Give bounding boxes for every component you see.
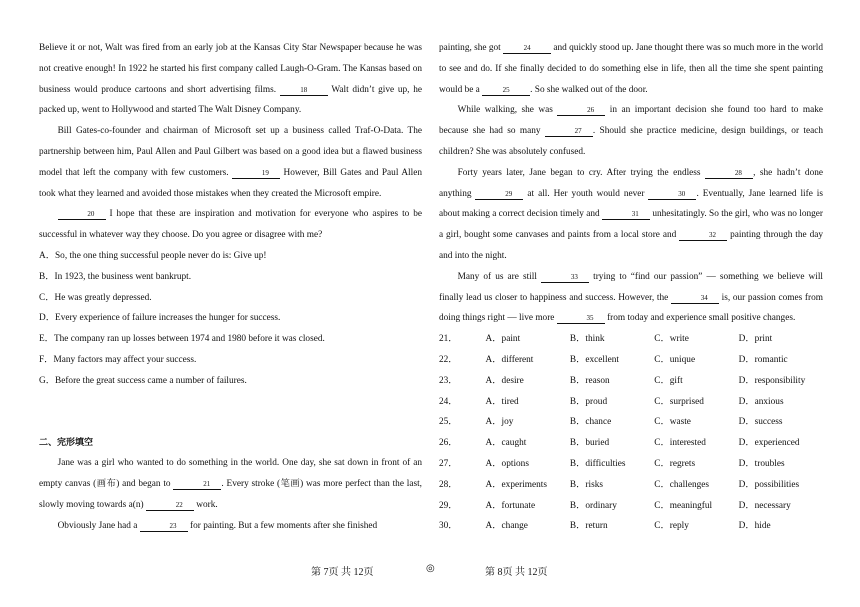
option-a: A．So, the one thing successful people never do is: Give up! (39, 250, 267, 261)
choice-b: B．excellent (569, 354, 619, 365)
blank-27: 27 (545, 127, 593, 137)
cloze-paragraph-6: Many of us are still 33 trying to “find our passion” — something we believe will finally lead us closer to happiness and success. However, the 34 is, our passion comes from doing things right — live more 35 from today and experience small positive changes. (439, 271, 824, 324)
choice-d: D．hide (738, 521, 771, 532)
choice-c: C．write (654, 334, 689, 345)
question-number: 26． (439, 438, 458, 449)
blank-20: 20 (58, 210, 106, 220)
option-b: B．In 1923, the business went bankrupt. (39, 271, 192, 282)
choice-c: C．interested (654, 438, 706, 449)
blank-33: 33 (541, 273, 589, 283)
question-number: 24． (439, 396, 458, 407)
section-spacer (39, 392, 422, 433)
blank-32: 32 (679, 231, 727, 241)
question-number: 28． (439, 479, 458, 490)
blank-31: 31 (602, 210, 650, 220)
blank-34: 34 (671, 294, 719, 304)
question-row (439, 454, 823, 475)
option-e: E．The company ran up losses between 1974 and 1980 before it was closed. (39, 334, 325, 345)
question-options-table (439, 329, 823, 537)
choice-c: C．regrets (654, 458, 696, 469)
question-number: 23． (439, 375, 458, 386)
left-column (39, 38, 422, 537)
choice-d: D．anxious (738, 396, 784, 407)
choice-d: D．print (738, 334, 773, 345)
choice-a: A．options (485, 458, 529, 469)
cloze-paragraph-3: painting, she got 24 and quickly stood up. Jane thought there was so much more in the world to see and do. If she finally decided to do something else in life, then all the time she spent painting would be a 25 . So she walked out of the door. (439, 43, 823, 95)
cloze-paragraph-5: Forty years later, Jane began to cry. After trying the endless 28 , she hadn’t done anything 29 at all. Her youth would never 30 . Eventually, Jane learned life is about making a correct decision timely and 31 unhesitatingly. So the girl, who was no longer a girl, bought some canvases and paints from a local store and 32 painting through the day and into the night. (439, 167, 824, 261)
choice-a: A．tired (485, 396, 519, 407)
question-row (439, 475, 823, 496)
choice-b: B．reason (569, 375, 610, 386)
passage-paragraph-walt: Believe it or not, Walt was fired from an early job at the Kansas City Star Newspaper because he was not creative enough! In 1922 he started his first company called Laugh-O-Gram. The Kansas based on business would produce cartoons and short advertising films. 18 Walt didn’t give up, he packed up, went to Hollywood and started The Walt Disney Company. (39, 43, 422, 116)
blank-29: 29 (475, 190, 523, 200)
blank-23: 23 (140, 522, 188, 532)
blank-19: 19 (232, 169, 280, 179)
choice-b: B．return (569, 521, 608, 532)
blank-30: 30 (648, 190, 696, 200)
choice-d: D．troubles (738, 458, 785, 469)
choice-d: D．romantic (738, 354, 788, 365)
choice-a: A．caught (485, 438, 527, 449)
passage-paragraph-conclusion: 20 I hope that these are inspiration and motivation for everyone who aspires to be successful in whatever way they choose. Do you agree or disagree with me? (39, 209, 422, 241)
cloze-paragraph-1: Jane was a girl who wanted to do something in the world. One day, she sat down in front of an empty canvas (画布) and began to 21 . Every stroke (笔画) was more perfect than the last, slowly moving towards a(n) 22 work. (39, 458, 422, 510)
choice-b: B．think (569, 334, 605, 345)
cloze-paragraph-2: Obviously Jane had a 23 for painting. But a few moments after she finished (57, 520, 378, 531)
blank-25: 25 (482, 86, 530, 96)
choice-d: D．responsibility (738, 375, 806, 386)
blank-18: 18 (280, 86, 328, 96)
question-row (439, 371, 823, 392)
blank-22: 22 (146, 501, 194, 511)
blank-21: 21 (173, 480, 221, 490)
question-row (439, 350, 823, 371)
option-d: D．Every experience of failure increases the hunger for success. (39, 313, 281, 324)
question-number: 29． (439, 500, 458, 511)
blank-28: 28 (705, 169, 753, 179)
right-column (439, 38, 823, 537)
blank-24: 24 (503, 44, 551, 54)
choice-c: C．unique (654, 354, 696, 365)
question-number: 21． (439, 334, 458, 345)
question-row (439, 496, 823, 517)
question-row (439, 392, 823, 413)
choice-a: A．experiments (485, 479, 547, 490)
section-title-cloze: 二、完形填空 (39, 437, 94, 448)
choice-d: D．success (738, 417, 783, 428)
choice-c: C．meaningful (654, 500, 713, 511)
option-f: F．Many factors may affect your success. (39, 354, 197, 365)
answer-options-list (39, 246, 422, 392)
question-number: 22． (439, 354, 458, 365)
choice-a: A．desire (485, 375, 524, 386)
left-page-number: 第 7页 共 12页 (311, 567, 374, 578)
choice-a: A．fortunate (485, 500, 536, 511)
question-row (439, 412, 823, 433)
choice-a: A．paint (485, 334, 521, 345)
option-c: C．He was greatly depressed. (39, 292, 152, 303)
choice-a: A．different (485, 354, 534, 365)
choice-b: B．chance (569, 417, 612, 428)
passage-paragraph-bill-gates: Bill Gates-co-founder and chairman of Microsoft set up a business called Traf-O-Data. The partnership between him, Paul Allen and Paul Gilbert was based on a good idea but a flawed business model that left the company with few customers. 19 However, Bill Gates and Paul Allen took what they learned and avoided those mistakes when they created the Microsoft empire. (39, 126, 422, 199)
choice-b: B．difficulties (569, 458, 626, 469)
cloze-paragraph-4: While walking, she was 26 in an important decision she found too hard to make because she had so many 27 . Should she practice medicine, design buildings, or teach children? She was absolutely confused. (439, 105, 824, 157)
blank-35: 35 (557, 314, 605, 324)
choice-c: C．waste (654, 417, 691, 428)
choice-c: C．gift (654, 375, 683, 386)
choice-d: D．necessary (738, 500, 791, 511)
question-row (439, 433, 823, 454)
choice-b: B．proud (569, 396, 608, 407)
choice-d: D．possibilities (738, 479, 800, 490)
choice-d: D．experienced (738, 438, 800, 449)
choice-b: B．ordinary (569, 500, 617, 511)
question-row (439, 516, 823, 537)
choice-c: C．reply (654, 521, 689, 532)
choice-b: B．risks (569, 479, 603, 490)
choice-c: C．challenges (654, 479, 709, 490)
question-number: 27． (439, 458, 458, 469)
choice-b: B．buried (569, 438, 610, 449)
question-number: 25． (439, 417, 458, 428)
choice-a: A．change (485, 521, 528, 532)
choice-a: A．joy (485, 417, 514, 428)
question-row (439, 329, 823, 350)
option-g: G．Before the great success came a number of failures. (39, 375, 247, 386)
center-mark: ◎ (426, 563, 435, 574)
choice-c: C．surprised (654, 396, 704, 407)
right-page-number: 第 8页 共 12页 (485, 567, 548, 578)
question-number: 30． (439, 521, 458, 532)
blank-26: 26 (557, 106, 605, 116)
